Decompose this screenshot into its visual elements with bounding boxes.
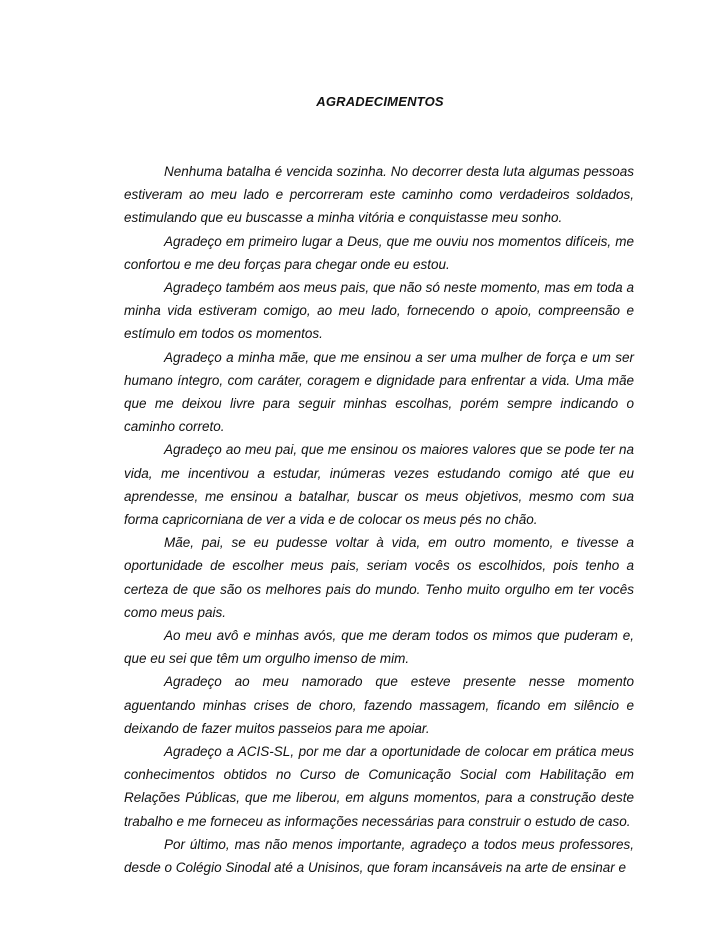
paragraph: Por último, mas não menos importante, agradeço a todos meus professores, desde o Colégio Sinodal até a Unisinos, que foram incansáveis na arte de ensinar e bbox=[124, 836, 634, 876]
paragraph: Agradeço a ACIS-SL, por me dar a oportunidade de colocar em prática meus conhecimentos obtidos no Curso de Comunicação Social com Habilitação em Relações Públicas, que me liberou, em alguns momentos, para a construção deste trabalho e me forneceu as informações necessárias para construir o estudo de caso. bbox=[124, 744, 634, 829]
paragraph: Nenhuma batalha é vencida sozinha. No decorrer desta luta algumas pessoas estiveram ao meu lado e percorreram este caminho como verdadeiros soldados, estimulando que eu buscasse a minha vitória e conquistasse meu sonho. bbox=[124, 164, 634, 226]
paragraph: Agradeço a minha mãe, que me ensinou a ser uma mulher de força e um ser humano íntegro, com caráter, coragem e dignidade para enfrentar a vida. Uma mãe que me deixou livre para seguir minhas escolhas, porém sempre indicando o caminho correto. bbox=[124, 349, 634, 435]
acknowledgements-body bbox=[124, 160, 634, 879]
paragraph: Agradeço também aos meus pais, que não só neste momento, mas em toda a minha vida estiveram comigo, ao meu lado, fornecendo o apoio, compreensão e estímulo em todos os momentos. bbox=[124, 280, 634, 342]
page-title: AGRADECIMENTOS bbox=[316, 94, 444, 109]
paragraph: Agradeço ao meu pai, que me ensinou os maiores valores que se pode ter na vida, me incentivou a estudar, inúmeras vezes estudando comigo até que eu aprendesse, me ensinou a batalhar, buscar os meus objetivos, mesmo com sua forma capricorniana de ver a vida e de colocar os meus pés no chão. bbox=[124, 442, 634, 528]
paragraph: Ao meu avô e minhas avós, que me deram todos os mimos que puderam e, que eu sei que têm um orgulho imenso de mim. bbox=[124, 628, 634, 667]
paragraph: Agradeço ao meu namorado que esteve presente nesse momento aguentando minhas crises de choro, fazendo massagem, ficando em silêncio e deixando de fazer muitos passeios para me apoiar. bbox=[124, 674, 634, 736]
paragraph: Agradeço em primeiro lugar a Deus, que me ouviu nos momentos difíceis, me confortou e me deu forças para chegar onde eu estou. bbox=[124, 233, 634, 272]
paragraph: Mãe, pai, se eu pudesse voltar à vida, em outro momento, e tivesse a oportunidade de escolher meus pais, seriam vocês os escolhidos, pois tenho a certeza de que são os melhores pais do mundo. Tenho muito orgulho em ter vocês como meus pais. bbox=[124, 535, 634, 620]
